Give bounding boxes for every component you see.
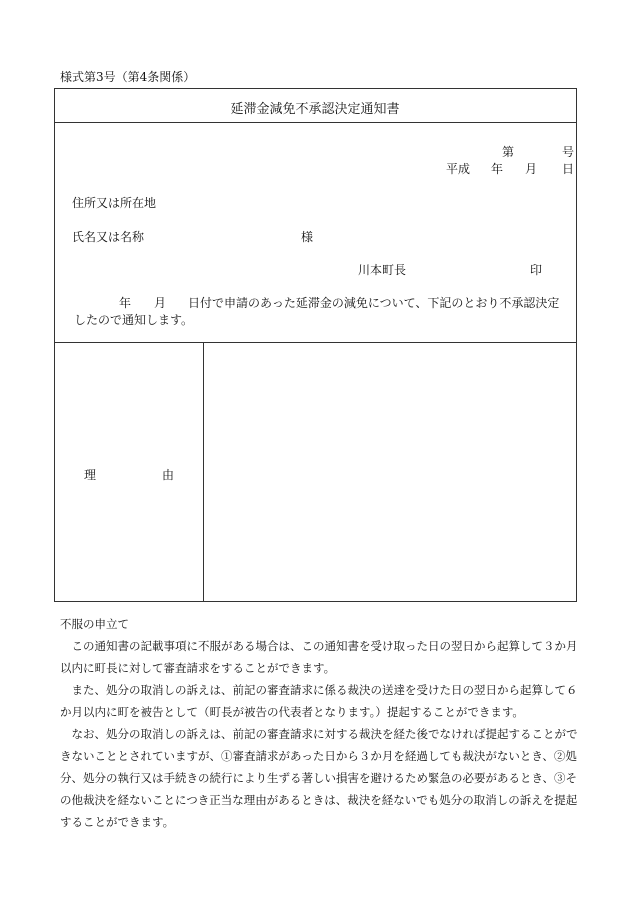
reason-label-char-1: 理: [84, 468, 97, 482]
title-divider: [54, 122, 577, 123]
date-era: 平成: [446, 162, 471, 176]
date-month: 月: [525, 162, 538, 176]
body-line-1: 日付で申請のあった延滞金の減免について、下記のとおり不承認決定: [188, 296, 560, 310]
notice-heading: 不服の申立て: [60, 617, 129, 631]
body-year: 年: [119, 296, 132, 310]
notice-paragraph-2: また、処分の取消しの訴えは、前記の審査請求に係る裁決の送達を受けた日の翌日から起算して６か月以内に町を被告として（町長が被告の代表者となります。）提起することができます。: [60, 683, 578, 719]
appeal-notice: [60, 613, 582, 833]
document-title: 延滞金減免不承認決定通知書: [230, 102, 400, 117]
name-label: 氏名又は名称: [72, 230, 145, 244]
reason-column-divider: [203, 342, 204, 602]
notice-paragraph-3: なお、処分の取消しの訴えは、前記の審査請求に対する裁決を経た後でなければ提起することができないこととされていますが、①審査請求があった日から３か月を経過しても裁決がないとき、②処分、処分の執行又は手続きの続行により生ずる著しい損害を避けるため緊急の必要があるとき、③その他裁決を経ないことにつき正当な理由があるときは、裁決を経ないでも処分の取消しの訴えを提起することができます。: [60, 727, 578, 829]
body-line-2: したので通知します。: [74, 313, 194, 327]
number-go: 号: [562, 145, 575, 159]
honorific: 様: [301, 230, 314, 244]
notice-paragraph-1: この通知書の記載事項に不服がある場合は、この通知書を受け取った日の翌日から起算して３か月以内に町長に対して審査請求をすることができます。: [60, 639, 578, 675]
date-year: 年: [491, 162, 504, 176]
issuer-title: 川本町長: [358, 263, 407, 277]
address-label: 住所又は所在地: [72, 196, 157, 210]
body-month: 月: [154, 296, 167, 310]
number-dai: 第: [502, 145, 515, 159]
date-day: 日: [562, 162, 575, 176]
form-number-label: 様式第3号（第4条関係）: [60, 70, 196, 84]
seal-mark: 印: [530, 263, 543, 277]
reason-divider: [54, 342, 577, 343]
reason-label-char-2: 由: [162, 468, 175, 482]
